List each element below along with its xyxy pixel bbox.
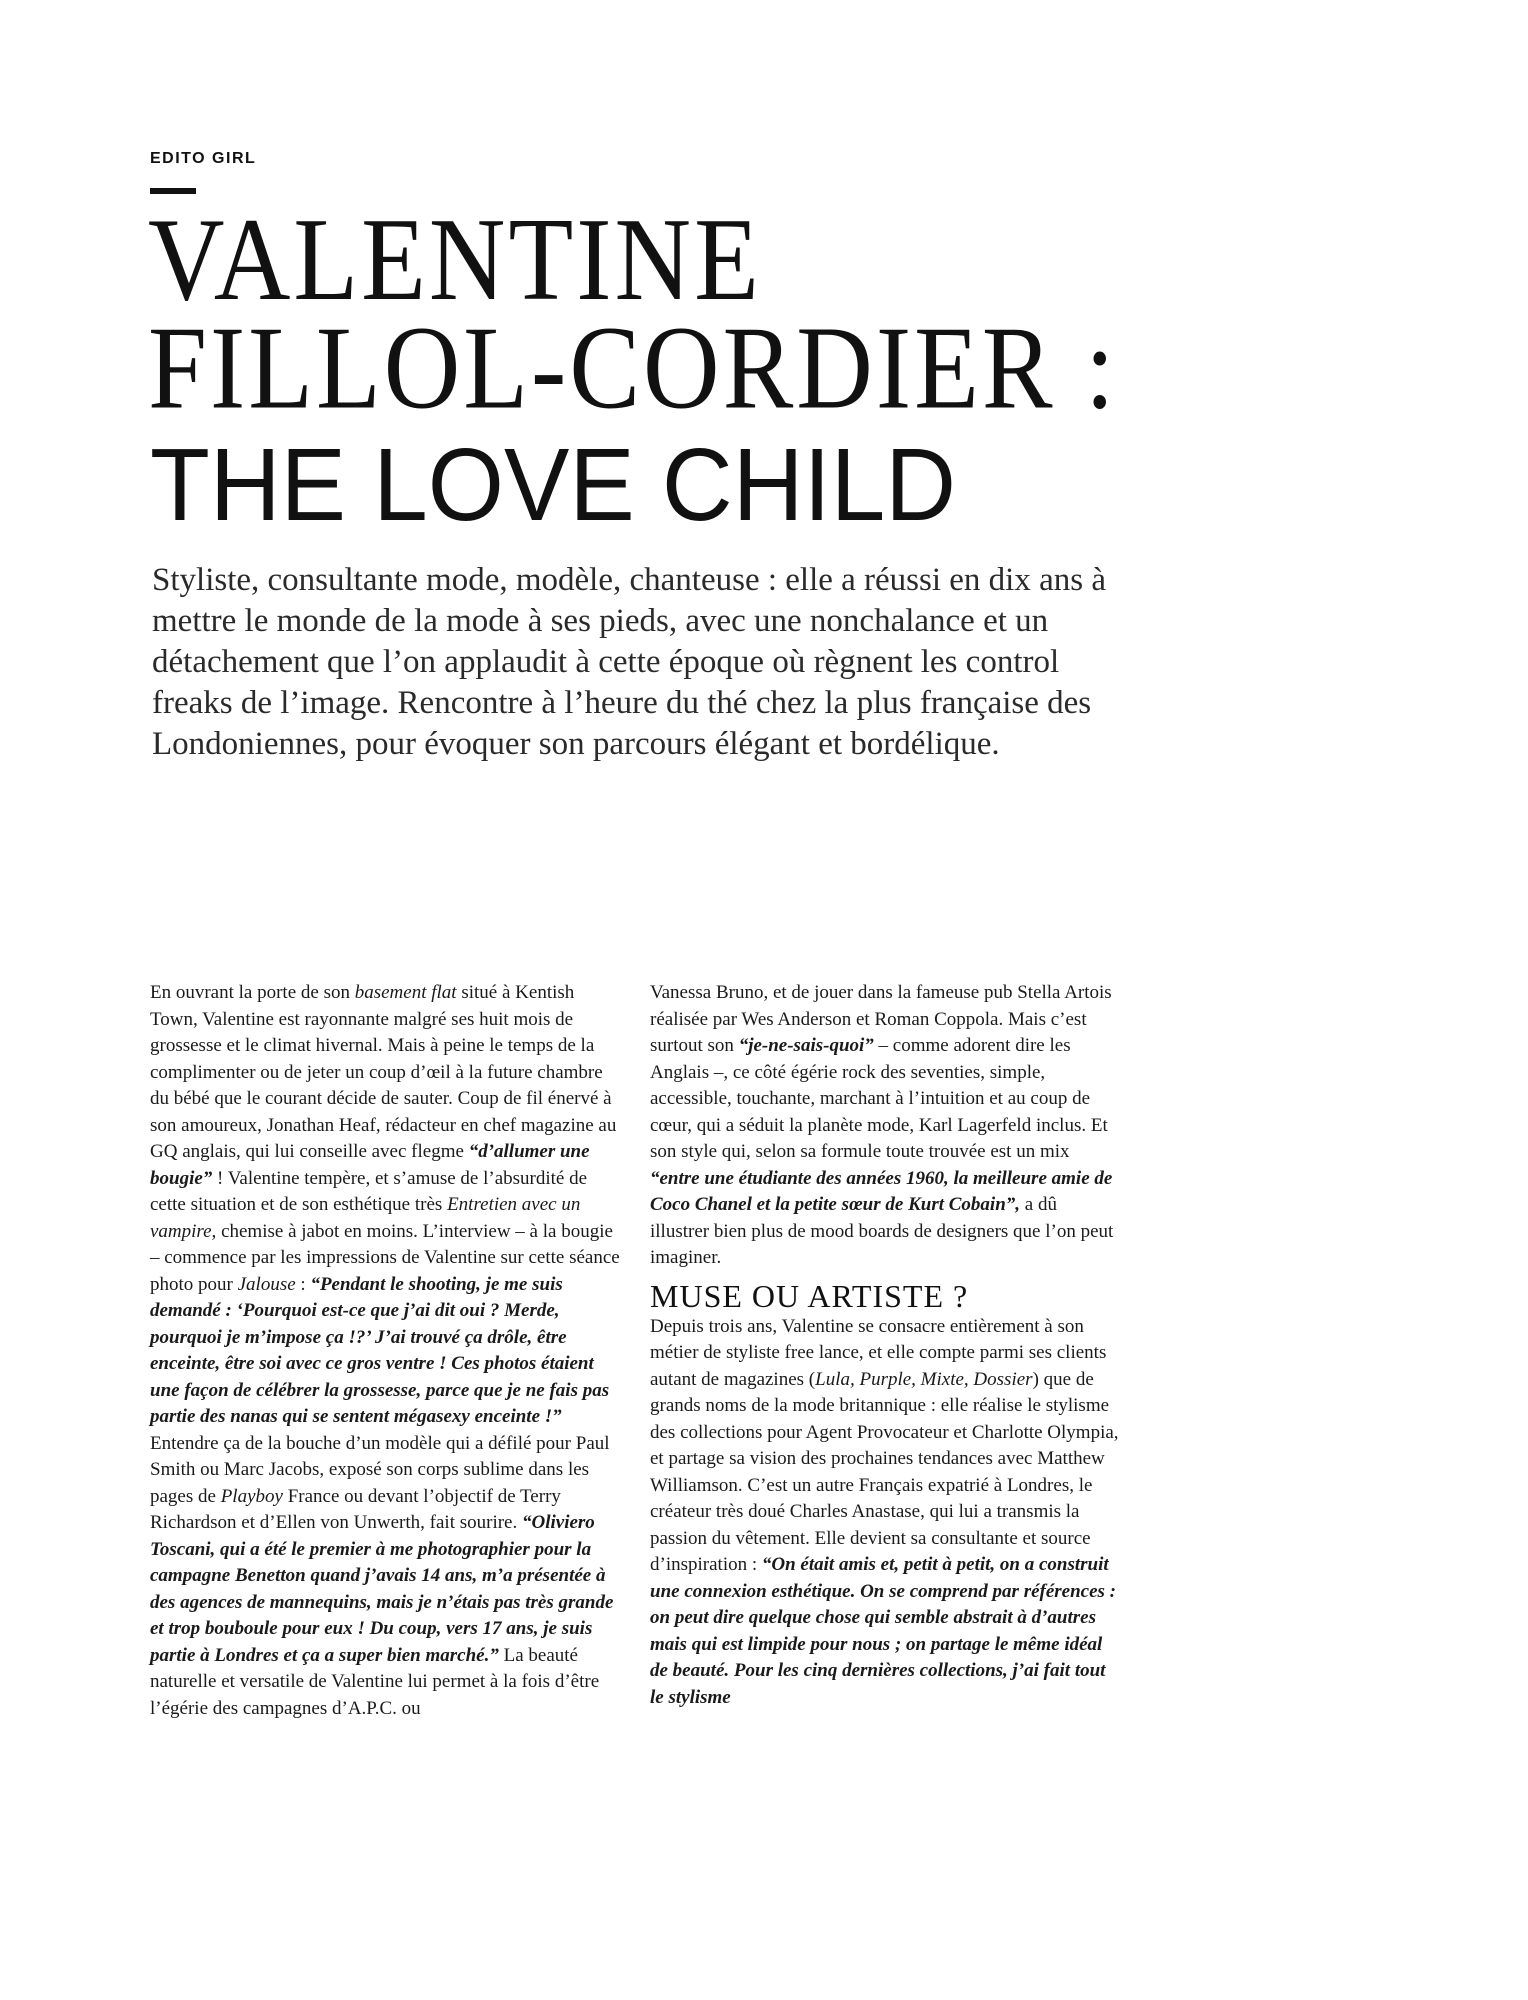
right-column-paragraph-bottom	[650, 1314, 1120, 1712]
right-column-bottom-run: ) que de grands noms de la mode britannique : elle réalise le stylisme des collections pour Agent Provocateur et Charlotte Olympia, et partage sa vision des prochaines tendances avec Matthew Williamson. C’est un autre Français expatrié à Londres, le créateur très doué Charles Anastase, qui lui a transmis la passion du vêtement. Elle devient sa consultante et source d’inspiration :	[650, 1368, 1119, 1575]
standfirst: Styliste, consultante mode, modèle, chanteuse : elle a réussi en dix ans à mettre le monde de la mode à ses pieds, avec une nonchalance et un détachement que l’on applaudit à cette époque où règnent les control freaks de l’image. Rencontre à l’heure du thé chez la plus française des Londoniennes, pour évoquer son parcours élégant et bordélique.	[152, 562, 1106, 762]
section-subhead: MUSE OU ARTISTE ?	[650, 1277, 969, 1314]
left-column-run: situé à Kentish Town, Valentine est rayonnante malgré ses huit mois de grossesse et le climat hivernal. Mais à peine le temps de la complimenter ou de jeter un coup d’œil à la future chambre du bébé que le courant décide de sauter. Coup de fil énervé à son amoureux, Jonathan Heaf, rédacteur en chef magazine au GQ anglais, qui lui conseille avec flegme	[150, 982, 617, 1162]
title-line-2: FILLOL-CORDIER :	[148, 302, 1118, 434]
right-column-bottom-run: Lula, Purple, Mixte, Dossier	[815, 1368, 1033, 1390]
left-column-run: Jalouse	[237, 1273, 296, 1295]
left-column-run: chemise à jabot en moins. L’interview – à la bougie – commence par les impressions de Valentine sur cette séance photo pour	[150, 1220, 620, 1295]
left-column-run: En ouvrant la porte de son	[150, 982, 355, 1003]
right-column-top-run: a dû illustrer bien plus de mood boards de designers que l’on peut imaginer.	[650, 1194, 1114, 1268]
left-column-run: “d’allumer une bougie”	[150, 1141, 590, 1189]
right-column-bottom-run: Depuis trois ans, Valentine se consacre entièrement à son métier de styliste free lance, et elle compte parmi ses clients autant de magazines (	[650, 1315, 1107, 1390]
right-column-top-run: – comme adorent dire les Anglais –, ce côté égérie rock des seventies, simple, accessible, touchante, marchant à l’intuition et au coup de cœur, qui a séduit la planète mode, Karl Lagerfeld inclus. Et son style qui, selon sa formule toute trouvée est un mix	[650, 1035, 1108, 1162]
left-column-run: basement flat	[354, 982, 457, 1003]
body-column-right	[650, 980, 1120, 1711]
left-column-run: France ou devant l’objectif de Terry Richardson et d’Ellen von Unwerth, fait sourire.	[150, 1485, 561, 1533]
right-column-paragraph-top	[650, 980, 1120, 1272]
left-column-run: Entretien avec un vampire,	[150, 1194, 581, 1242]
left-column-run: Playboy	[220, 1485, 283, 1507]
left-column-run: La beauté naturelle et versatile de Valentine lui permet à la fois d’être l’égérie des campagnes d’A.P.C. ou	[150, 1644, 600, 1719]
left-column-run: Entendre ça de la bouche d’un modèle qui a défilé pour Paul Smith ou Marc Jacobs, exposé son corps sublime dans les pages de	[150, 1432, 610, 1507]
article-title	[148, 193, 1118, 434]
section-kicker: EDITO GIRL	[150, 150, 257, 167]
body-column-left	[150, 980, 620, 1722]
right-column-top-run: “je-ne-sais-quoi”	[738, 1035, 874, 1056]
left-column-run: ! Valentine tempère, et s’amuse de l’absurdité de cette situation et de son esthétique très	[150, 1167, 588, 1215]
left-column-run: “Oliviero Toscani, qui a été le premier à me photographier pour la campagne Benetton quand j’avais 14 ans, m’a présentée à des agences de mannequins, mais je n’étais pas très grande et trop bouboule pour eux ! Du coup, vers 17 ans, je suis partie à Londres et ça a super bien marché.”	[150, 1512, 614, 1666]
title-line-1: VALENTINE	[148, 193, 762, 325]
right-column-top-run: “entre une étudiante des années 1960, la meilleure amie de Coco Chanel et la petite sœur de Kurt Cobain”,	[650, 1167, 1113, 1215]
left-column-run: :	[295, 1273, 311, 1295]
left-column-paragraph	[150, 980, 620, 1722]
title-line-3: THE LOVE CHILD	[150, 426, 956, 543]
right-column-top-run: Vanessa Bruno, et de jouer dans la fameuse pub Stella Artois réalisée par Wes Anderson et Roman Coppola. Mais c’est surtout son	[650, 982, 1112, 1056]
left-column-run: “Pendant le shooting, je me suis demandé : ‘Pourquoi est-ce que j’ai dit oui ? Merde, pourquoi je m’impose ça !?’ J’ai trouvé ça drôle, être enceinte, être soi avec ce gros ventre ! Ces photos étaient une façon de célébrer la grossesse, parce que je ne fais pas partie des nanas qui se sentent mégasexy enceinte !”	[150, 1273, 610, 1427]
right-column-bottom-run: “On était amis et, petit à petit, on a construit une connexion esthétique. On se comprend par références : on peut dire quelque chose qui semble abstrait à d’autres mais qui est limpide pour nous ; on partage le même idéal de beauté. Pour les cinq dernières collections, j’ai fait tout le stylisme	[650, 1554, 1117, 1708]
